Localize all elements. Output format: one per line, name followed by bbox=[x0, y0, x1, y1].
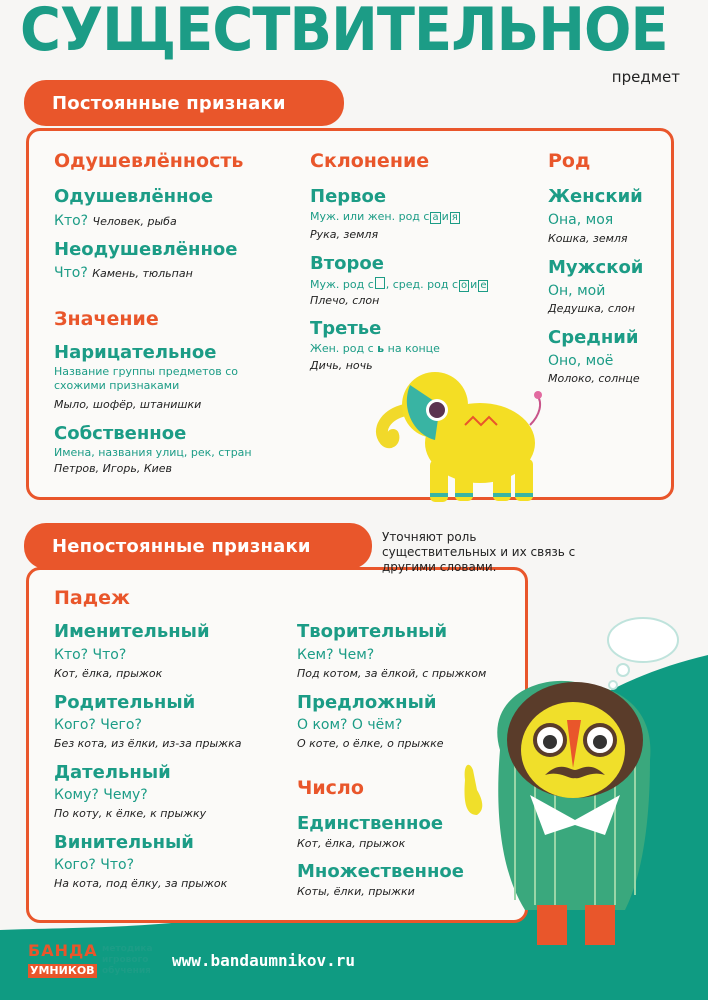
footer-url-link[interactable]: www.bandaumnikov.ru bbox=[172, 951, 356, 970]
proper-noun-term: Собственное bbox=[54, 423, 187, 444]
masculine-example: Дедушка, слон bbox=[548, 302, 635, 315]
inanimate-question: Что? Камень, тюльпан bbox=[54, 265, 193, 281]
proper-noun-desc: Имена, названия улиц, рек, стран bbox=[54, 446, 252, 459]
first-declension-desc: Муж. или жен. род с а и я bbox=[310, 210, 458, 223]
instrumental-question: Кем? Чем? bbox=[297, 647, 375, 663]
ending-ya: я bbox=[451, 212, 458, 223]
gender-heading: Род bbox=[548, 150, 591, 172]
common-noun-example: Мыло, шофёр, штанишки bbox=[54, 398, 202, 411]
accusative-example: На кота, под ёлку, за прыжок bbox=[54, 877, 228, 890]
footer-tagline: методика игрового обучения bbox=[102, 944, 153, 976]
neuter-term: Средний bbox=[548, 327, 639, 348]
inanimate-term: Неодушевлённое bbox=[54, 239, 238, 260]
accusative-question: Кого? Что? bbox=[54, 857, 135, 873]
number-heading: Число bbox=[297, 777, 364, 799]
ending-o: о bbox=[461, 280, 468, 291]
genitive-example: Без кота, из ёлки, из-за прыжка bbox=[54, 737, 242, 750]
ending-e: е bbox=[480, 280, 487, 291]
declension-heading: Склонение bbox=[310, 150, 430, 172]
permanent-features-header: Постоянные признаки bbox=[24, 80, 344, 126]
accusative-term: Винительный bbox=[54, 832, 194, 853]
animacy-heading: Одушевлённость bbox=[54, 150, 244, 172]
nominative-example: Кот, ёлка, прыжок bbox=[54, 667, 163, 680]
first-declension-term: Первое bbox=[310, 186, 387, 207]
instrumental-example: Под котом, за ёлкой, с прыжком bbox=[297, 667, 487, 680]
inanimate-example: Камень, тюльпан bbox=[92, 267, 193, 280]
proper-noun-example: Петров, Игорь, Киев bbox=[54, 462, 173, 475]
prepositional-example: О коте, о ёлке, о прыжке bbox=[297, 737, 444, 750]
dative-term: Дательный bbox=[54, 762, 171, 783]
common-noun-term: Нарицательное bbox=[54, 342, 217, 363]
prepositional-question: О ком? О чём? bbox=[297, 717, 403, 733]
animate-term: Одушевлённое bbox=[54, 186, 214, 207]
nonpermanent-note: Уточняют роль существительных и их связь с другими словами. bbox=[382, 530, 576, 574]
third-declension-example: Дичь, ночь bbox=[310, 359, 373, 372]
plural-term: Множественное bbox=[297, 861, 464, 882]
masculine-question: Он, мой bbox=[548, 283, 606, 299]
footer-logo bbox=[28, 942, 98, 978]
nominative-term: Именительный bbox=[54, 621, 210, 642]
case-heading: Падеж bbox=[54, 587, 130, 609]
genitive-term: Родительный bbox=[54, 692, 196, 713]
singular-term: Единственное bbox=[297, 813, 444, 834]
nominative-question: Кто? Что? bbox=[54, 647, 127, 663]
genitive-question: Кого? Чего? bbox=[54, 717, 142, 733]
singular-example: Кот, ёлка, прыжок bbox=[297, 837, 406, 850]
animate-question: Кто? Человек, рыба bbox=[54, 213, 177, 229]
page-subtitle: предмет bbox=[611, 68, 680, 86]
instrumental-term: Творительный bbox=[297, 621, 448, 642]
dative-question: Кому? Чему? bbox=[54, 787, 148, 803]
third-declension-term: Третье bbox=[310, 318, 382, 339]
ending-zero bbox=[375, 277, 385, 289]
plural-example: Коты, ёлки, прыжки bbox=[297, 885, 415, 898]
feminine-term: Женский bbox=[548, 186, 643, 207]
elephant-illustration bbox=[375, 355, 550, 505]
second-declension-term: Второе bbox=[310, 253, 384, 274]
dative-example: По коту, к ёлке, к прыжку bbox=[54, 807, 207, 820]
third-declension-desc: Жен. род с ь на конце bbox=[310, 342, 440, 355]
feminine-question: Она, моя bbox=[548, 212, 614, 228]
second-declension-desc: Муж. род с , сред. род с о и е bbox=[310, 278, 487, 291]
page-title: СУЩЕСТВИТЕЛЬНОЕ bbox=[20, 0, 668, 65]
second-declension-example: Плечо, слон bbox=[310, 294, 380, 307]
logo-line-1: БАНДА bbox=[28, 941, 98, 960]
meaning-heading: Значение bbox=[54, 308, 159, 330]
professor-illustration bbox=[455, 610, 708, 950]
neuter-question: Оно, моё bbox=[548, 353, 614, 369]
ending-a: а bbox=[432, 212, 439, 223]
nonpermanent-features-header: Непостоянные признаки bbox=[24, 523, 372, 569]
first-declension-example: Рука, земля bbox=[310, 228, 379, 241]
feminine-example: Кошка, земля bbox=[548, 232, 628, 245]
prepositional-term: Предложный bbox=[297, 692, 437, 713]
animate-example: Человек, рыба bbox=[92, 215, 177, 228]
neuter-example: Молоко, солнце bbox=[548, 372, 640, 385]
masculine-term: Мужской bbox=[548, 257, 644, 278]
common-noun-desc: Название группы предметов со схожими признаками bbox=[54, 365, 239, 392]
logo-line-2: УМНИКОВ bbox=[30, 964, 95, 977]
